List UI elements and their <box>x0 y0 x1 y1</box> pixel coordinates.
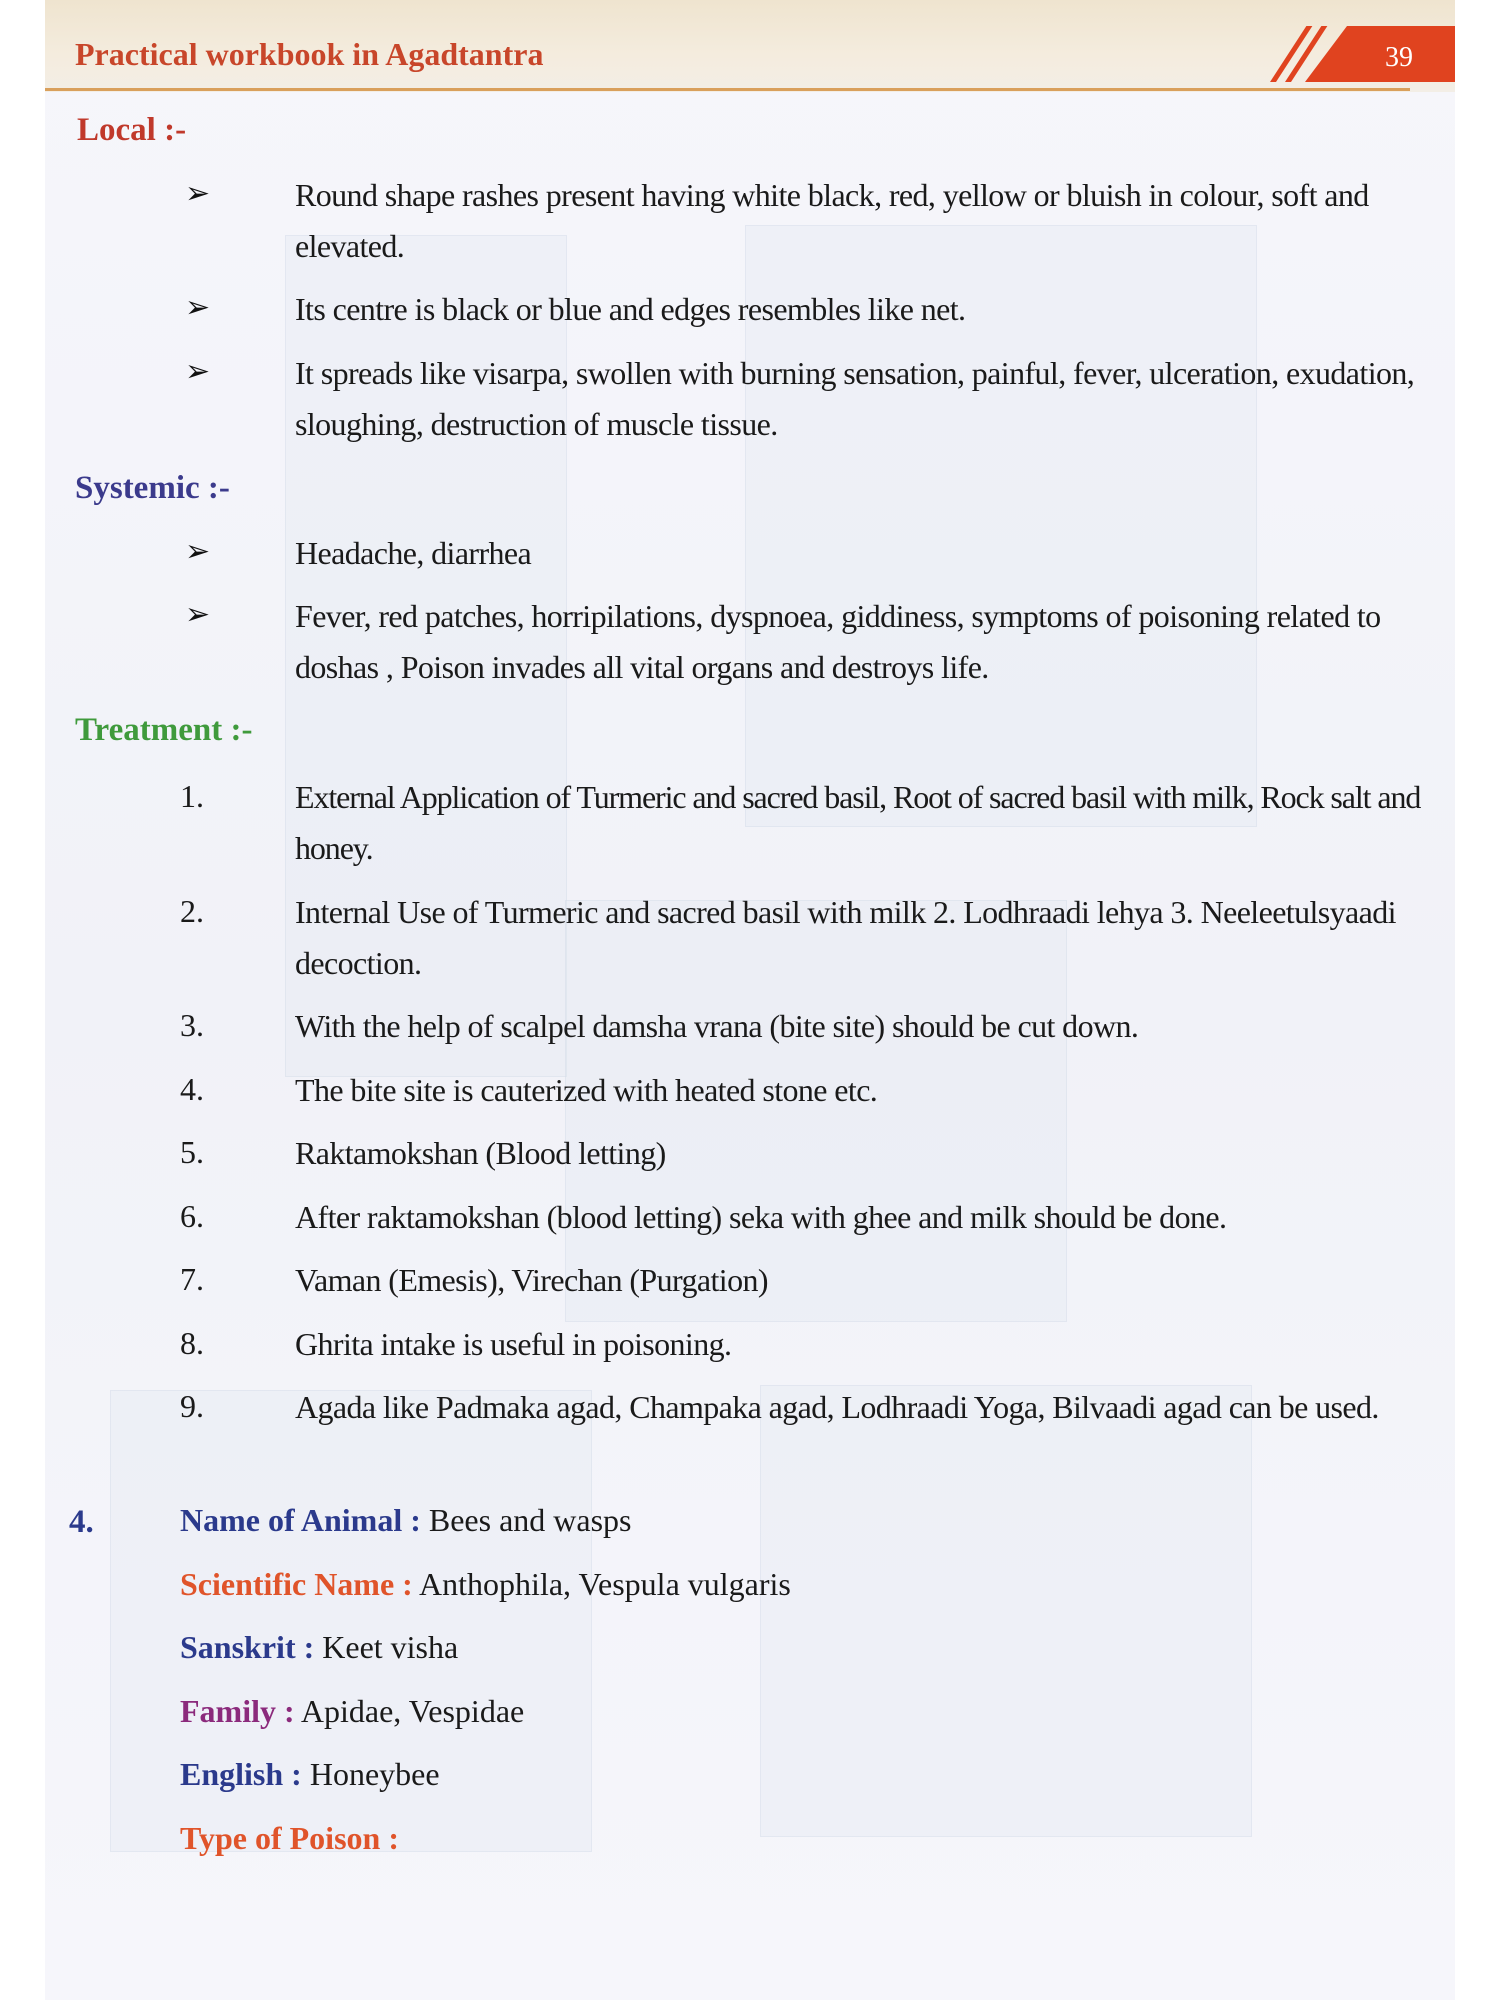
local-item-2: Its centre is black or blue and edges resembles like net. <box>295 291 966 327</box>
scientific-name-row <box>180 1566 791 1603</box>
treatment-number-1: 1. <box>180 778 204 814</box>
sanskrit-label: Sanskrit : <box>180 1629 315 1665</box>
treatment-item-3: With the help of scalpel damsha vrana (bite site) should be cut down. <box>295 1008 1139 1044</box>
family-value: Apidae, Vespidae <box>294 1693 525 1729</box>
page-header <box>45 0 1455 92</box>
sanskrit-value: Keet visha <box>314 1629 459 1665</box>
treatment-item-5: Raktamokshan (Blood letting) <box>295 1135 666 1171</box>
treatment-heading: Treatment :- <box>75 712 253 748</box>
local-bullet-1: ➢ <box>185 177 211 210</box>
treatment-number-3: 3. <box>180 1007 204 1043</box>
treatment-number-6: 6. <box>180 1198 204 1234</box>
treatment-item-7: Vaman (Emesis), Virechan (Purgation) <box>295 1262 768 1298</box>
english-label: English : <box>180 1756 302 1792</box>
treatment-item-1: External Application of Turmeric and sacred basil, Root of sacred basil with milk, Rock salt and honey. <box>295 779 1421 866</box>
local-heading: Local :- <box>77 112 187 148</box>
animal-name-value: Bees and wasps <box>420 1502 632 1538</box>
treatment-item-6: After raktamokshan (blood letting) seka with ghee and milk should be done. <box>295 1199 1227 1235</box>
treatment-number-4: 4. <box>180 1071 204 1107</box>
systemic-item-2: Fever, red patches, horripilations, dyspnoea, giddiness, symptoms of poisoning related to doshas , Poison invades all vital organs and destroys life. <box>295 598 1381 685</box>
local-item-3: It spreads like visarpa, swollen with burning sensation, painful, fever, ulceration, exudation, sloughing, destruction of muscle tissue. <box>295 355 1415 442</box>
treatment-number-5: 5. <box>180 1134 204 1170</box>
english-row <box>180 1756 440 1793</box>
systemic-bullet-2: ➢ <box>185 598 211 631</box>
animal-name-label: Name of Animal : <box>180 1502 421 1538</box>
poison-type-label: Type of Poison : <box>180 1820 399 1856</box>
treatment-number-2: 2. <box>180 893 204 929</box>
english-value: Honeybee <box>301 1756 440 1792</box>
systemic-item-1: Headache, diarrhea <box>295 535 532 571</box>
sanskrit-row <box>180 1629 458 1666</box>
treatment-item-9: Agada like Padmaka agad, Champaka agad, Lodhraadi Yoga, Bilvaadi agad can be used. <box>295 1389 1379 1425</box>
treatment-number-7: 7. <box>180 1261 204 1297</box>
local-bullet-2: ➢ <box>185 291 211 324</box>
systemic-bullet-1: ➢ <box>185 535 211 568</box>
scientific-name-value: Anthophila, Vespula vulgaris <box>412 1566 791 1602</box>
book-title: Practical workbook in Agadtantra <box>75 36 544 72</box>
header-divider <box>45 88 1410 91</box>
poison-type-row <box>180 1820 399 1857</box>
treatment-item-4: The bite site is cauterized with heated stone etc. <box>295 1072 878 1108</box>
treatment-item-8: Ghrita intake is useful in poisoning. <box>295 1326 732 1362</box>
systemic-heading: Systemic :- <box>75 470 230 506</box>
scientific-name-label: Scientific Name : <box>180 1566 413 1602</box>
treatment-number-8: 8. <box>180 1325 204 1361</box>
show-through-figure-bottom-right <box>760 1385 1252 1837</box>
workbook-page <box>45 0 1455 2000</box>
animal-name-row <box>180 1502 631 1539</box>
treatment-item-2: Internal Use of Turmeric and sacred basil with milk 2. Lodhraadi lehya 3. Neeleetulsyaadi decoction. <box>295 894 1396 981</box>
family-row <box>180 1693 524 1730</box>
local-item-1: Round shape rashes present having white black, red, yellow or bluish in colour, soft and elevated. <box>295 177 1369 264</box>
family-label: Family : <box>180 1693 295 1729</box>
local-bullet-3: ➢ <box>185 355 211 388</box>
animal-number: 4. <box>69 1504 94 1540</box>
page-number: 39 <box>1385 42 1413 73</box>
treatment-number-9: 9. <box>180 1388 204 1424</box>
